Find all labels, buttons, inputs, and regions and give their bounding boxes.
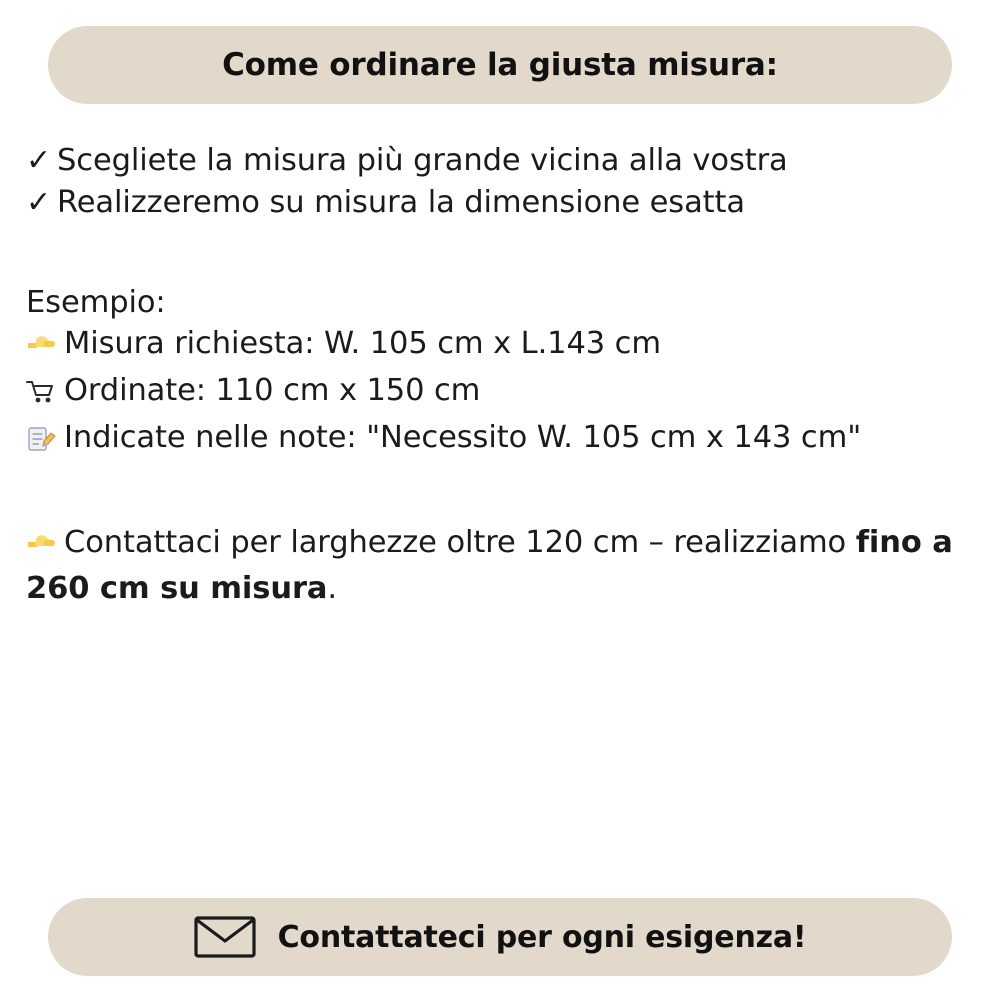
shopping-cart-icon bbox=[26, 375, 56, 417]
pointing-hand-icon bbox=[26, 328, 56, 370]
instruction-row bbox=[26, 140, 980, 182]
example-row bbox=[26, 323, 980, 370]
instruction-row bbox=[26, 182, 980, 224]
check-mark-icon: ✓ bbox=[26, 184, 52, 220]
contact-note-text: Contattaci per larghezze oltre 120 cm – realizziamo bbox=[64, 524, 856, 560]
example-row bbox=[26, 417, 980, 464]
envelope-icon bbox=[194, 916, 256, 958]
contact-note-suffix: . bbox=[327, 571, 337, 607]
contact-note bbox=[26, 522, 980, 611]
spacer bbox=[26, 224, 980, 282]
example-label: Esempio: bbox=[26, 284, 166, 320]
pointing-hand-icon bbox=[26, 527, 56, 569]
check-mark-icon: ✓ bbox=[26, 143, 52, 178]
example-text: Ordinate: 110 cm x 150 cm bbox=[64, 373, 481, 409]
contact-note-highlight: fino a 260 cm su misura bbox=[26, 524, 953, 607]
memo-pencil-icon bbox=[26, 422, 56, 464]
instruction-text: Realizzeremo su misura la dimensione esatta bbox=[57, 184, 745, 220]
footer-banner[interactable] bbox=[48, 898, 952, 976]
header-banner bbox=[48, 26, 952, 104]
content-body bbox=[26, 140, 980, 610]
example-row bbox=[26, 370, 980, 417]
footer-title: Contattateci per ogni esigenza! bbox=[277, 919, 807, 955]
example-text: Misura richiesta: W. 105 cm x L.143 cm bbox=[64, 326, 661, 362]
instruction-text: Scegliete la misura più grande vicina alla vostra bbox=[57, 143, 788, 178]
page-title: Come ordinare la giusta misura: bbox=[222, 47, 778, 83]
spacer bbox=[26, 464, 980, 522]
example-text: Indicate nelle note: "Necessito W. 105 cm x 143 cm" bbox=[64, 419, 862, 455]
